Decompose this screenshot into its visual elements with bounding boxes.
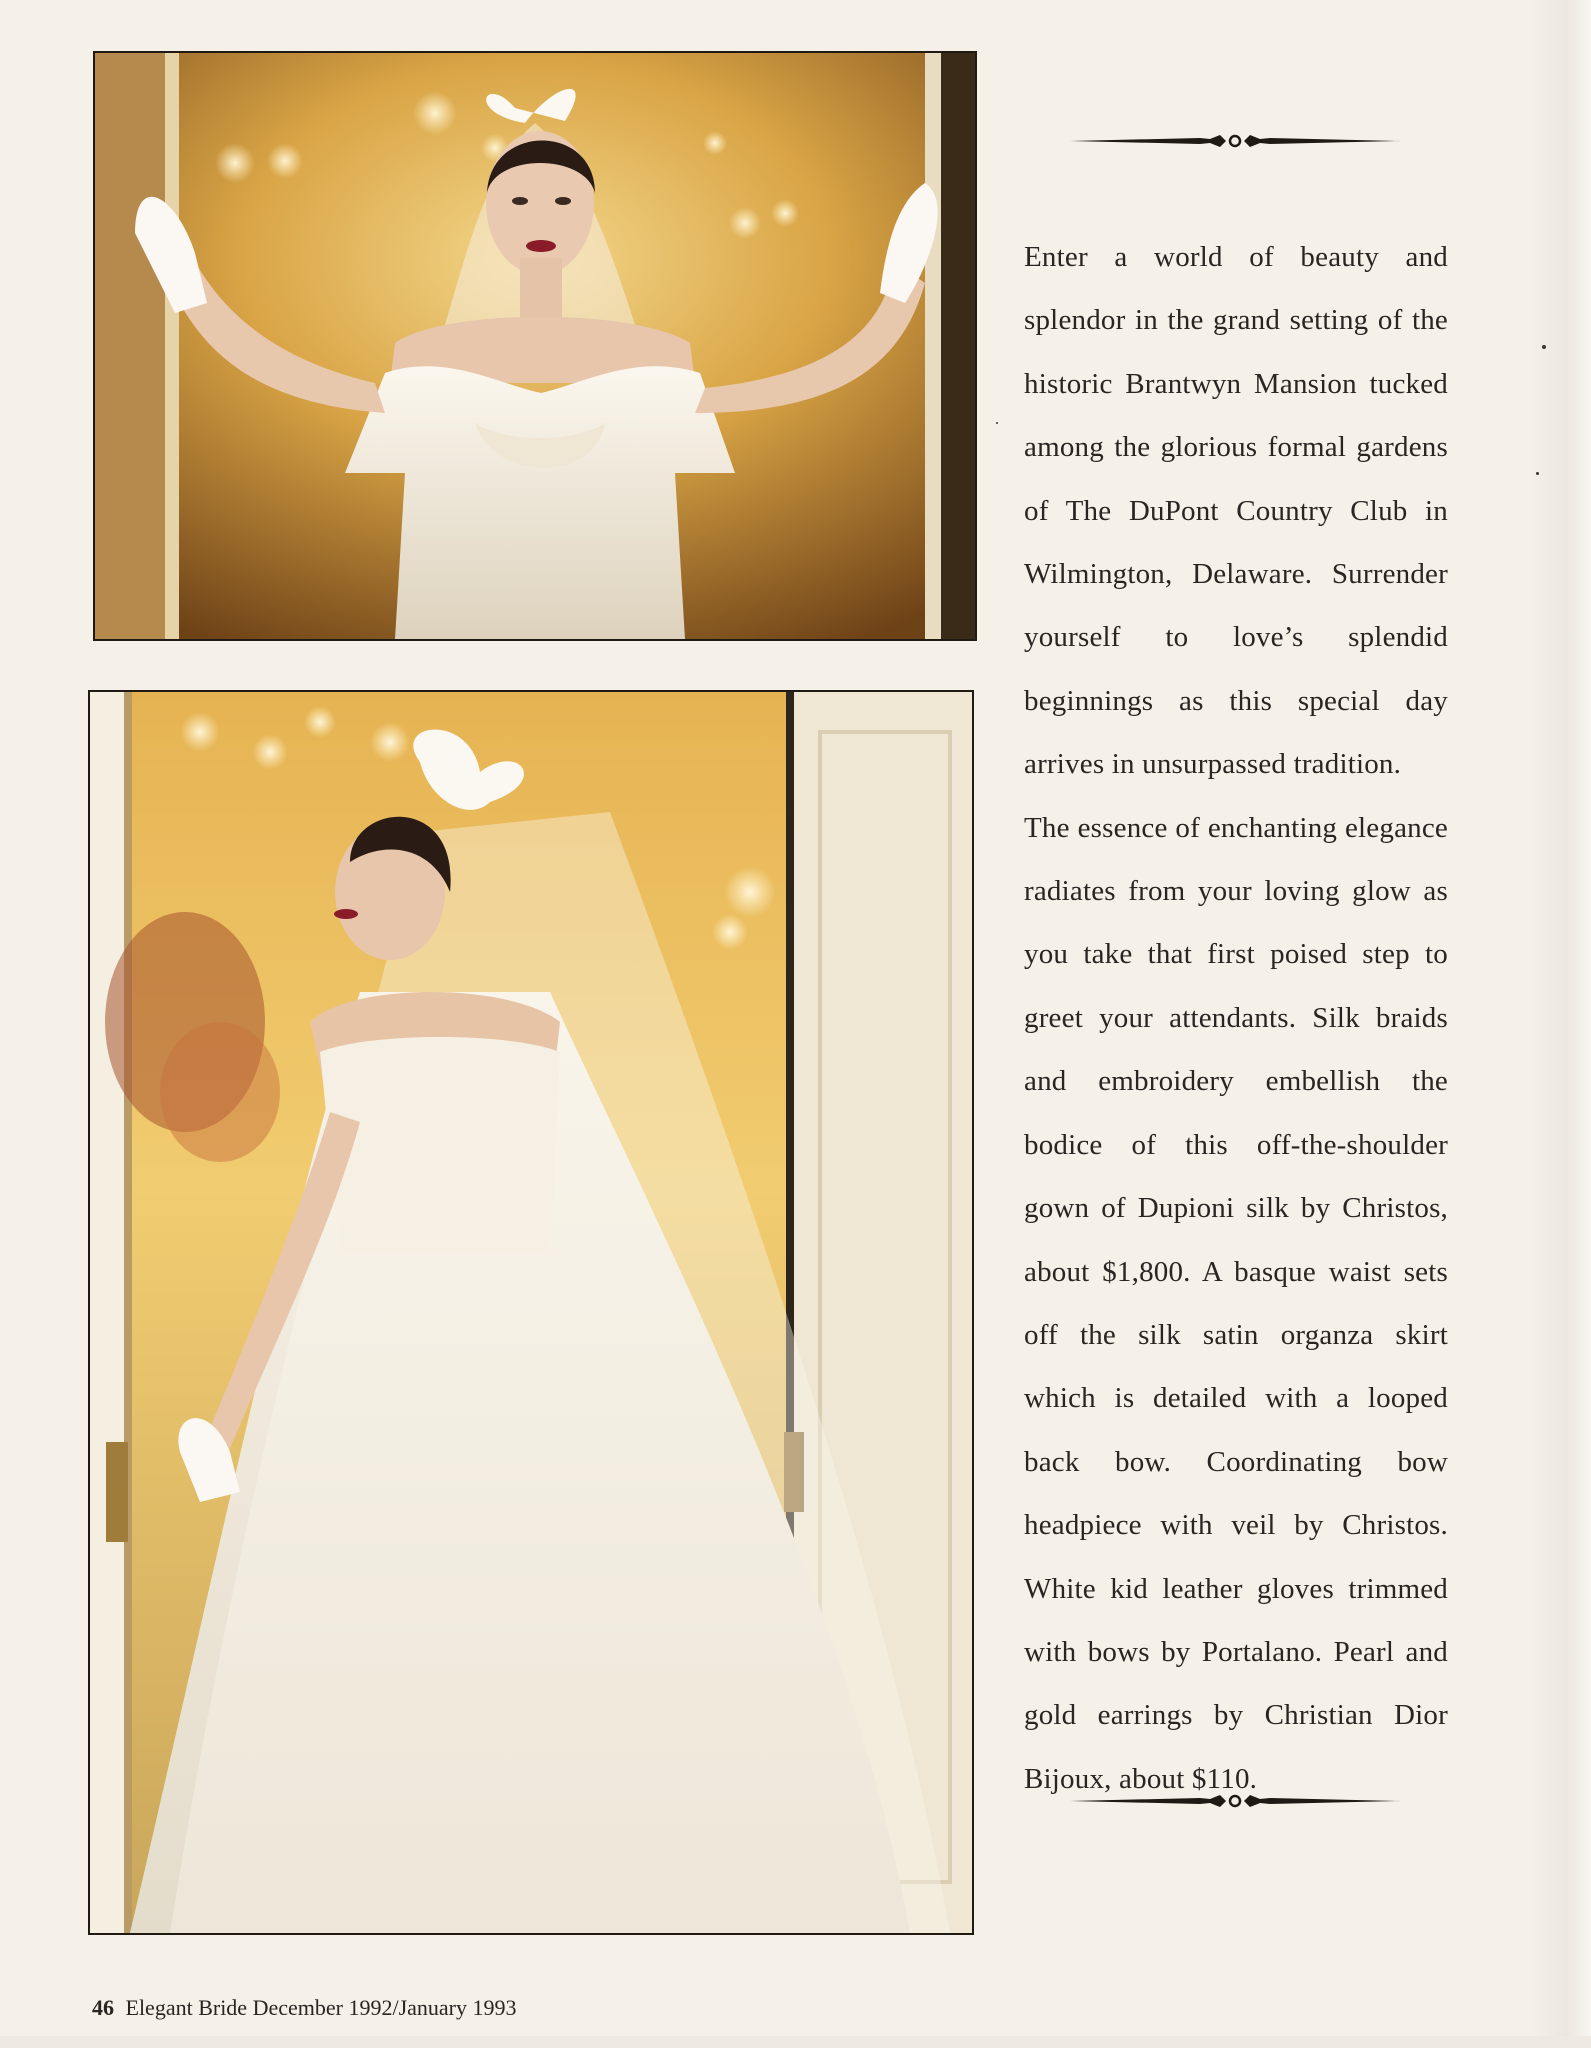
page-number: 46 [92, 1995, 114, 2020]
paper-speck [1536, 472, 1539, 475]
ornament-divider-top [1070, 129, 1400, 153]
photo-bride-front-image [95, 53, 975, 639]
paper-speck [1542, 345, 1546, 349]
photo-bride-front [95, 53, 975, 639]
article-body [1024, 226, 1448, 1811]
photo-bride-back [90, 692, 972, 1933]
paper-speck [996, 422, 998, 424]
page-edge-shadow [1531, 0, 1591, 2048]
page-footer [92, 1995, 516, 2021]
photo-bride-back-image [90, 692, 972, 1933]
page-bottom-edge [0, 2036, 1591, 2048]
article-paragraph-2: The essence of enchanting elegance radiates from your loving glow as you take that first poised step to greet your attendants. Silk braids and embroidery embellish the bodice of this off-the-shoulder gown of Dupioni silk by Christos, about $1,800. A basque waist sets off the silk satin organza skirt which is detailed with a looped back bow. Coordinating bow headpiece with veil by Christos. White kid leather gloves trimmed with bows by Portalano. Pearl and gold earrings by Christian Dior Bijoux, about $110. [1024, 811, 1448, 1795]
publication-credit: Elegant Bride December 1992/January 1993 [125, 1995, 517, 2020]
article-paragraph-1: Enter a world of beauty and splendor in the grand setting of the historic Brantwyn Mansion tucked among the glorious formal gardens of The DuPont Country Club in Wilmington, Delaware. Surrender yourself to love’s splendid beginnings as this special day arrives in unsurpassed tradition. [1024, 241, 1448, 781]
flourish-icon [1070, 129, 1400, 153]
